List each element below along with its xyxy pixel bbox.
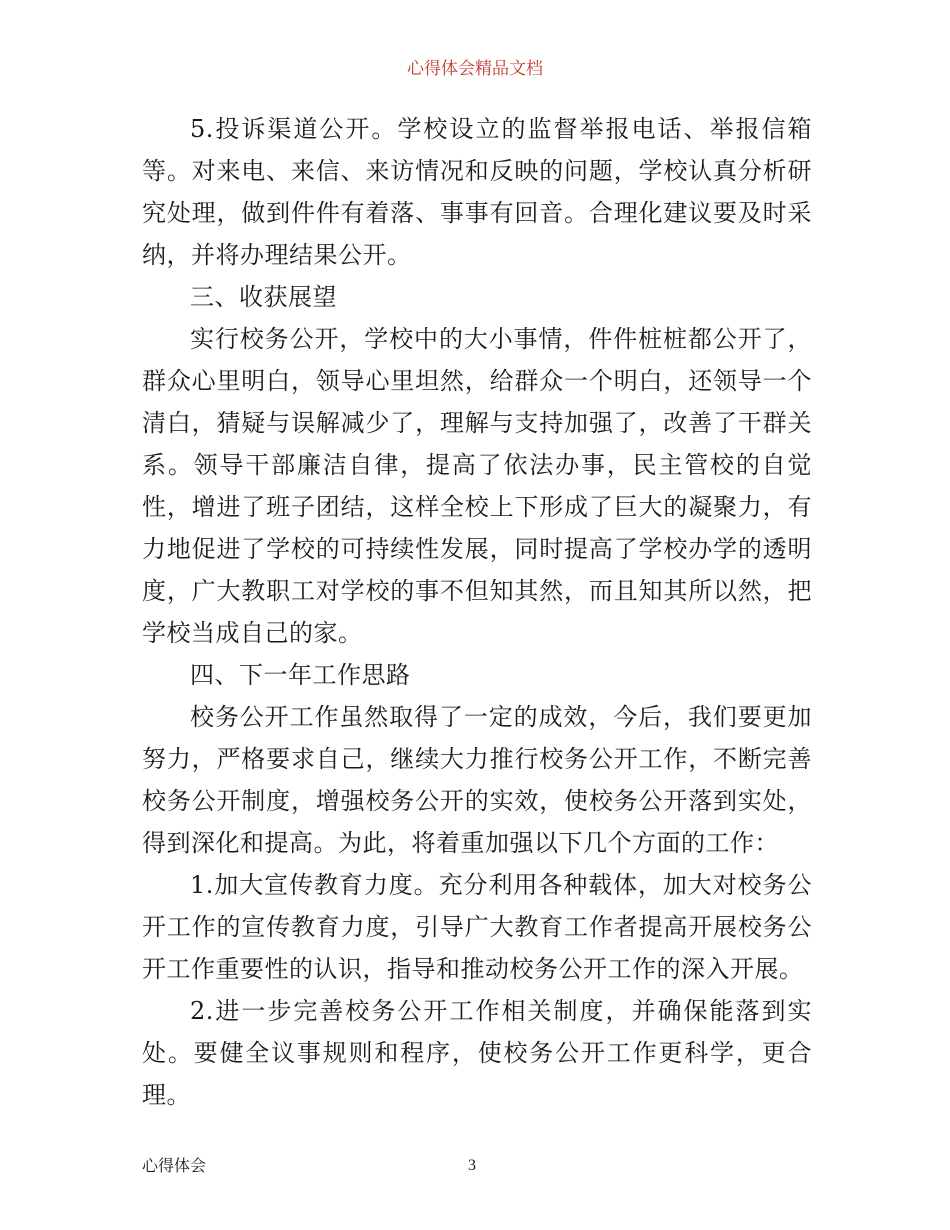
page-number: 3	[468, 1157, 476, 1174]
document-body	[142, 108, 812, 1116]
paragraph-next-year-intro: 校务公开工作虽然取得了一定的成效，今后，我们要更加努力，严格要求自己，继续大力推行校务公开工作，不断完善校务公开制度，增强校务公开的实效，使校务公开落到实处，得到深化和提高。为此，将着重加强以下几个方面的工作：	[142, 703, 812, 857]
page-header-title: 心得体会精品文档	[407, 59, 543, 79]
paragraph-item-1: 1.加大宣传教育力度。充分利用各种载体，加大对校务公开工作的宣传教育力度，引导广大教育工作者提高开展校务公开工作重要性的认识，指导和推动校务公开工作的深入开展。	[142, 871, 812, 983]
section-heading-outlook: 三、收获展望	[190, 283, 337, 311]
section-heading-next-year: 四、下一年工作思路	[190, 661, 411, 689]
paragraph-outlook: 实行校务公开，学校中的大小事情，件件桩桩都公开了，群众心里明白，领导心里坦然，给群众一个明白，还领导一个清白，猜疑与误解减少了，理解与支持加强了，改善了干群关系。领导干部廉洁自律，提高了依法办事，民主管校的自觉性，增进了班子团结，这样全校上下形成了巨大的凝聚力，有力地促进了学校的可持续性发展，同时提高了学校办学的透明度，广大教职工对学校的事不但知其然，而且知其所以然，把学校当成自己的家。	[142, 325, 812, 647]
page-footer	[142, 1154, 812, 1178]
paragraph-item-2: 2.进一步完善校务公开工作相关制度，并确保能落到实处。要健全议事规则和程序，使校务公开工作更科学，更合理。	[142, 997, 812, 1109]
paragraph-complaint-channels: 5.投诉渠道公开。学校设立的监督举报电话、举报信箱等。对来电、来信、来访情况和反映的问题，学校认真分析研究处理，做到件件有着落、事事有回音。合理化建议要及时采纳，并将办理结果公开。	[142, 115, 812, 269]
footer-label: 心得体会	[142, 1156, 207, 1175]
